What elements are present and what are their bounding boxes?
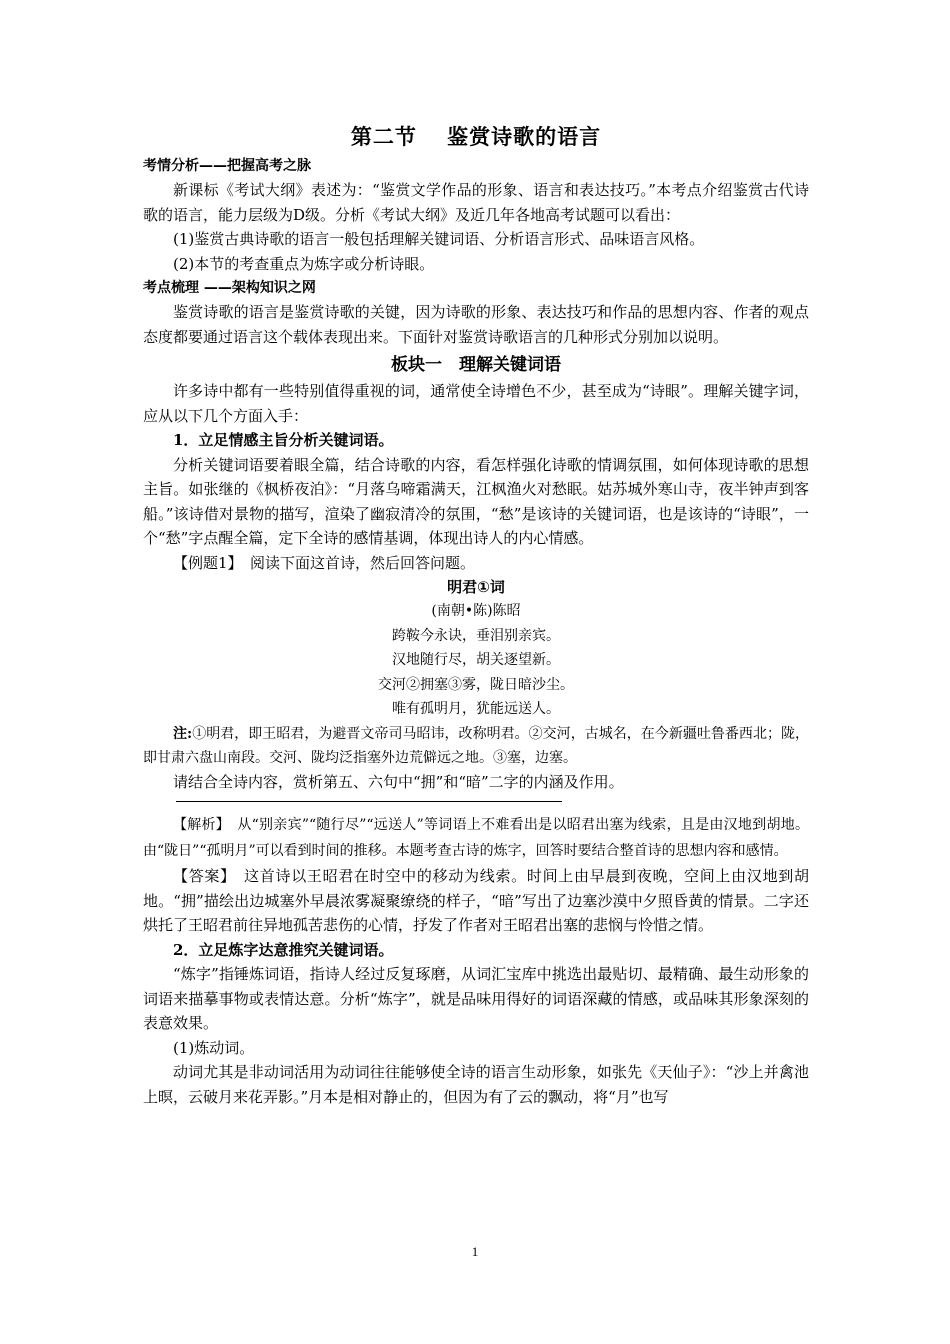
paragraph: 新课标《考试大纲》表述为：“鉴赏文学作品的形象、语言和表达技巧。”本考点介绍鉴赏古代诗歌的语言，能力层级为D级。分析《考试大纲》及近几年各地高考试题可以看出： [143, 181, 809, 224]
section-title: 第二节 鉴赏诗歌的语言 [350, 124, 602, 149]
note-label: 注: [173, 725, 193, 742]
poem-line: 跨鞍今永诀，垂泪别亲宾。 [392, 627, 560, 644]
paragraph: (2)本节的考查重点为炼字或分析诗眼。 [173, 254, 435, 273]
section-heading-exam-analysis: 考情分析——把握高考之脉 [143, 158, 311, 174]
paragraph: 分析关键词语要着眼全篇，结合诗歌的内容，看怎样强化诗歌的情调氛围，如何体现诗歌的思想主旨。如张继的《枫桥夜泊》：“月落乌啼霜满天，江枫渔火对愁眠。姑苏城外寒山寺，夜半钟声到客船。”该诗借对景物的描写，渲染了幽寂清冷的氛围，“愁”是该诗的关键词语，也是该诗的“诗眼”，一个“愁”字点醒全篇，定下全诗的感情基调，体现出诗人的内心情感。 [143, 455, 809, 547]
note-text: ①明君，即王昭君，为避晋文帝司马昭讳，改称明君。②交河，古城名，在今新疆吐鲁番西北；陇，即甘肃六盘山南段。交河、陇均泛指塞外边荒僻远之地。③塞，边塞。 [143, 725, 809, 766]
point-heading: 1．立足情感主旨分析关键词语。 [173, 431, 394, 449]
question: 请结合全诗内容，赏析第五、六句中“拥”和“暗”二字的内涵及作用。 [173, 772, 624, 791]
example-label: 【例题1】 阅读下面这首诗，然后回答问题。 [173, 553, 476, 572]
subheading: (1)炼动词。 [173, 1038, 255, 1057]
poem-author: (南朝•陈)陈昭 [431, 603, 521, 619]
poem-line: 汉地随行尽，胡关逐望新。 [392, 652, 560, 668]
poem-line: 唯有孤明月，犹能远送人。 [392, 701, 560, 717]
point-heading: 2．立足炼字达意推究关键词语。 [173, 940, 394, 959]
paragraph: 鉴赏诗歌的语言是鉴赏诗歌的关键，因为诗歌的形象、表达技巧和作品的思想内容、作者的观点态度都要通过语言这个载体表现出来。下面针对鉴赏诗歌语言的几种形式分别加以说明。 [143, 303, 809, 346]
answer: 【答案】 这首诗以王昭君在时空中的移动为线索。时间上由早晨到夜晚，空间上由汉地到胡地。“拥”描绘出边城塞外早晨浓雾凝聚缭绕的样子，“暗”写出了边塞沙漠中夕照昏黄的情景。二字还烘托了王昭君前往异地孤苦悲伤的心情，抒发了作者对王昭君出塞的悲悯与怜惜之情。 [143, 867, 809, 934]
paragraph: “炼字”指锤炼词语，指诗人经过反复琢磨，从词汇宝库中挑选出最贴切、最精确、最生动形象的词语来描摹事物或表情达意。分析“炼字”，就是品味用得好的词语深藏的情感，或品味其形象深刻的表意效果。 [143, 965, 809, 1032]
document-page [143, 122, 809, 1109]
poem-note [143, 722, 809, 770]
section-heading-knowledge: 考点梳理 ——架构知识之网 [143, 280, 316, 296]
block-title: 板块一 理解关键词语 [391, 355, 561, 375]
paragraph: 许多诗中都有一些特别值得重视的词，通常使全诗增色不少，甚至成为“诗眼”。理解关键字词，应从以下几个方面入手： [143, 382, 809, 425]
paragraph: 动词尤其是非动词活用为动词往往能够使全诗的语言生动形象，如张先《天仙子》：“沙上并禽池上暝，云破月来花弄影。”月本是相对静止的，但因为有了云的飘动，将“月”也写 [143, 1063, 809, 1106]
analysis: 【解析】 从“别亲宾”“随行尽”“远送人”等词语上不难看出是以昭君出塞为线索，且是由汉地到胡地。由“陇日”“孤明月”可以看到时间的推移。本题考查古诗的炼字，回答时要结合整首诗的思想内容和感情。 [143, 817, 809, 859]
poem-title: 明君①词 [447, 578, 505, 596]
poem-line: 交河②拥塞③雾，陇日暗沙尘。 [378, 676, 574, 693]
paragraph: (1)鉴赏古典诗歌的语言一般包括理解关键词语、分析语言形式、品味语言风格。 [173, 230, 705, 248]
page-number: 1 [471, 1244, 479, 1259]
answer-blank-line [176, 800, 562, 802]
